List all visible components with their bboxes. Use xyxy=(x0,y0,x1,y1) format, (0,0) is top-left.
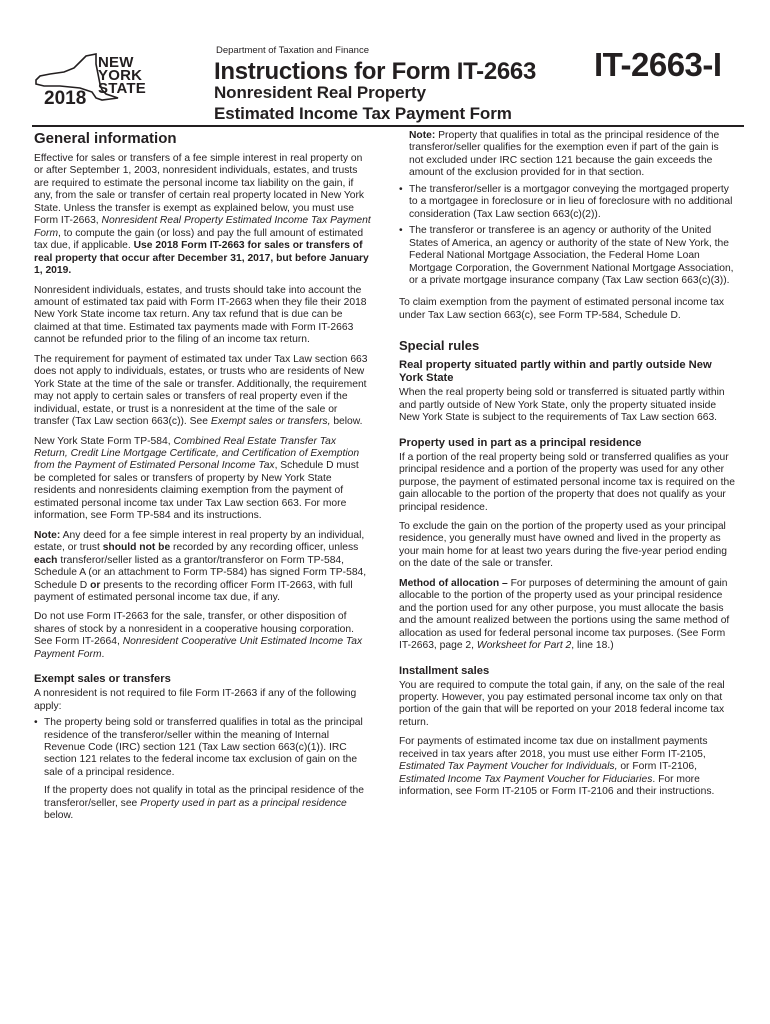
text: Effective for sales or transfers of a fee simple interest in real property on or after September 1, 2003, nonresident individuals, estates, and trusts are required to estimate the personal income tax liability on the gain, if any, from the sale or transfer of certain real property located in New York State. Unless the transfer is exempt as explained below, you must use Form IT-2663, xyxy=(34,153,365,227)
text: transferor/seller listed as a grantor/transferor on Form TP-584, Schedule A (or an attachment to Form TP-584) has signed Form TP-584, Schedule D xyxy=(34,554,367,591)
installment-paragraph-2 xyxy=(399,736,735,798)
bold-text: each xyxy=(34,554,58,566)
text: recorded by any recording officer, unless xyxy=(170,542,359,554)
text: , line 18.) xyxy=(571,640,614,652)
exempt-note xyxy=(399,130,735,180)
installment-sales-heading: Installment sales xyxy=(399,664,490,677)
list-item-subparagraph xyxy=(44,785,372,822)
text: New York State Form TP-584, xyxy=(34,435,174,447)
special-rules-heading: Special rules xyxy=(399,338,480,354)
installment-paragraph-1: You are required to compute the total gain, if any, on the sale of the real property. However, you pay estimated personal income tax only on that portion of the gain that will be reported on your 2018 federal income tax return. xyxy=(399,679,725,728)
special-rules-subheading-1: Real property situated partly within and partly outside New York State xyxy=(399,359,712,385)
state-name-line: YORK xyxy=(98,67,143,84)
exempt-intro: A nonresident is not required to file Form IT-2663 if any of the following apply: xyxy=(34,688,357,712)
state-name xyxy=(98,56,146,95)
text: . xyxy=(101,648,105,660)
text: For payments of estimated income tax due on installment payments received in tax years after 2018, you must use either Form IT-2105, xyxy=(399,736,708,760)
form-name-text: Nonresident Real Property Estimated Income Tax Payment Form xyxy=(34,215,371,239)
general-paragraph-1 xyxy=(34,153,372,278)
subtitle-line-1: Nonresident Real Property xyxy=(214,83,426,102)
subtitle-line-2: Estimated Income Tax Payment Form xyxy=(214,104,512,123)
exempt-list xyxy=(34,717,372,823)
text: below. xyxy=(330,416,363,428)
text: Do not use Form IT-2663 for the sale, transfer, or other disposition of shares of stock by a nonresident in a cooperative housing corporation. See Form IT-2664, xyxy=(34,611,354,648)
note-label: Note: xyxy=(409,130,436,141)
cross-reference-text: Exempt sales or transfers, xyxy=(210,416,331,428)
cross-reference-text: Worksheet for Part 2 xyxy=(476,640,572,652)
note-label: Note: xyxy=(34,529,61,541)
state-name-line: STATE xyxy=(98,80,146,97)
state-name-line: NEW xyxy=(98,54,134,71)
special-paragraph-2: If a portion of the real property being sold or transferred qualifies as your principal residence and a portion of the property was used for any other purpose, the payment of estimated personal income tax is required on the gain allocable to the portion of the property that does not qualify as your principal residence. xyxy=(399,451,735,513)
exempt-claim: To claim exemption from the payment of estimated personal income tax under Tax Law section 663(c), see Form TP-584, Schedule D. xyxy=(399,297,725,321)
general-paragraph-4 xyxy=(34,436,372,523)
text: . For more information, see Form IT-2105 or Form IT-2106 and their instructions. xyxy=(399,773,715,798)
text: , to compute the gain (or loss) and pay the full amount of estimated tax due, if applicable. xyxy=(34,227,364,252)
special-paragraph-1: When the real property being sold or transferred is situated partly within and partly outside of New York State, only the property situated inside New York State is subject to the requirements of Tax Law section 663. xyxy=(399,387,725,424)
bold-text: Use 2018 Form IT-2663 for sales or transfers of real property that occur after December 31, 2017, but before January 1, 2019. xyxy=(34,240,369,277)
header-divider xyxy=(32,125,744,127)
form-name-text: Estimated Income Tax Payment Voucher for Fiduciaries xyxy=(399,773,653,785)
left-column xyxy=(34,130,372,829)
list-item: • The transferor/seller is a mortgagor conveying the mortgaged property to a mortgagee in foreclosure or in lieu of foreclosure with no additional consideration (Tax Law section 663(c)(2)). xyxy=(399,184,735,221)
list-item xyxy=(34,717,372,823)
text: , Schedule D must be completed for sales or transfers of property by New York State residents and nonresidents claiming exemption from the payment of estimated personal income tax under Tax Law section 663. For more information, see Form TP-584 and its instructions. xyxy=(34,460,359,522)
bold-text: should not be xyxy=(102,542,171,554)
department-name: Department of Taxation and Finance xyxy=(216,45,369,56)
special-paragraph-3: To exclude the gain on the portion of the property used as your principal residence, you generally must have owned and lived in the property as your main home for at least two years during the five-year period ending on the date of the sale or transfer. xyxy=(399,520,727,570)
text: presents to the recording officer Form IT-2663, with full payment of estimated personal income tax due, if any. xyxy=(34,579,353,603)
general-information-heading: General information xyxy=(34,130,177,147)
form-name-text: Estimated Tax Payment Voucher for Individuals, xyxy=(399,761,618,773)
right-column xyxy=(399,130,735,806)
text: The property being sold or transferred qualifies in total as the principal residence of the transferor/seller within the meaning of Internal Revenue Code (IRC) section 121 (Tax Law section 663(c)(1)). IRC section 121 relates to the federal income tax exclusion of gain on the sale of a principal residence. xyxy=(44,717,363,778)
form-number: IT-2663-I xyxy=(594,46,722,83)
text: If the property does not qualify in total as the principal residence of the transferor/seller, see xyxy=(44,785,364,809)
general-note xyxy=(34,530,372,605)
form-name-text: Combined Real Estate Transfer Tax Return, Credit Line Mortgage Certificate, and Certification of Exemption from the Payment of Estimated Personal Income Tax xyxy=(34,435,360,472)
method-of-allocation xyxy=(399,578,735,653)
text: For purposes of determining the amount of gain allocable to the portion of the property used as your principal residence and the portion used for any other purpose, you must allocate the basis and the amount realized between the portions using the same method of allocation as used for federal personal income tax purposes. (See Form IT-2663, page 2, xyxy=(399,577,730,652)
bold-text: or xyxy=(90,579,101,591)
general-paragraph-3 xyxy=(34,354,372,429)
text: below. xyxy=(44,810,74,822)
text: Property that qualifies in total as the principal residence of the transferor/seller qualifies for the exemption even if part of the gain is not excluded under IRC section 121 because the gain exceeds the amount of the exclusion provided for in that section. xyxy=(409,130,720,179)
list-item: • The transferor or transferee is an agency or authority of the United States of America, an agency or authority of the state of New York, the Federal National Mortgage Association, the Federal Home Loan Mortgage Corporation, the Government National Mortgage Association, or a private mortgage insurance company (Tax Law section 663(c)(3)). xyxy=(399,225,735,287)
general-paragraph-6 xyxy=(34,611,372,661)
special-rules-subheading-2: Property used in part as a principal residence xyxy=(399,436,642,449)
nys-logo xyxy=(30,50,170,112)
exempt-sales-heading: Exempt sales or transfers xyxy=(34,673,171,686)
tax-year: 2018 xyxy=(44,88,87,109)
page-title: Instructions for Form IT-2663 xyxy=(214,58,537,85)
text: or Form IT-2106, xyxy=(617,761,697,773)
text: Any deed for a fee simple interest in real property by an individual, estate, or trust xyxy=(34,529,365,554)
bold-text: Method of allocation – xyxy=(399,577,508,589)
cross-reference-text: Property used in part as a principal residence xyxy=(140,797,347,809)
text: The requirement for payment of estimated tax under Tax Law section 663 does not apply to individuals, estates, or trusts who are residents of New York State at the time of the sale or transfer. Additionally, the requirement may not apply to certain sales or transfers of real property even if the individual, estate, or trust is a nonresident at the time of the sale or transfer (Tax Law section 663(c)). See xyxy=(34,353,368,428)
exempt-list-continued xyxy=(399,184,735,288)
form-name-text: Nonresident Cooperative Unit Estimated Income Tax Payment Form xyxy=(34,636,363,660)
general-paragraph-2: Nonresident individuals, estates, and trusts should take into account the amount of estimated tax paid with Form IT-2663 when they file their 2018 New York State income tax return. Any tax refund that is due can be claimed at that time. Estimated tax payments made with Form IT-2663 cannot be refunded prior to the filing of an income tax return. xyxy=(34,284,367,346)
